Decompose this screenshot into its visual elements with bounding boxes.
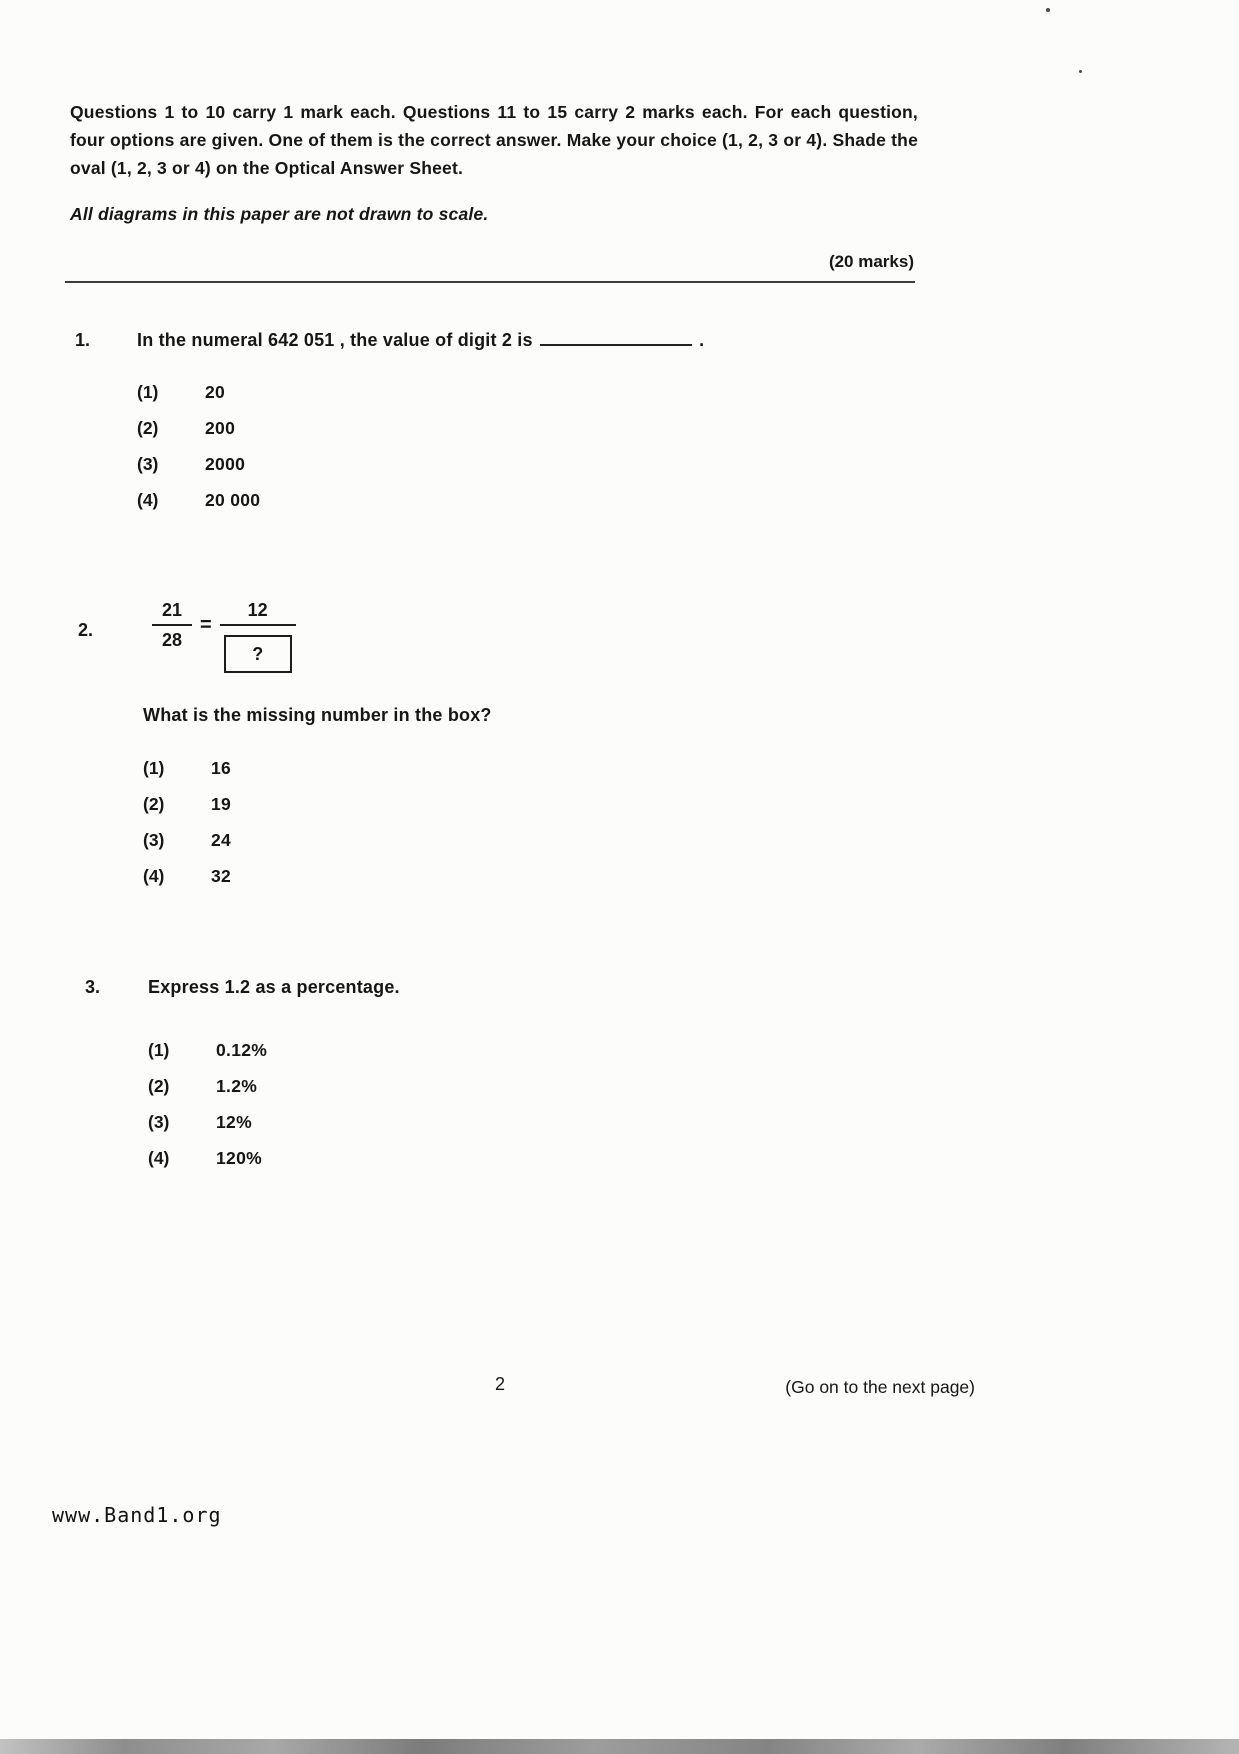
option-label: (3) xyxy=(143,830,165,850)
question-3-number: 3. xyxy=(85,977,101,997)
answer-blank xyxy=(540,332,692,346)
scan-edge-bar xyxy=(0,1739,1239,1754)
option-row xyxy=(148,1040,267,1061)
option-row xyxy=(137,382,260,403)
equals-sign: = xyxy=(200,614,212,636)
option-label: (1) xyxy=(143,758,165,778)
next-page-note: (Go on to the next page) xyxy=(785,1377,975,1397)
option-row xyxy=(143,794,231,815)
option-label: (1) xyxy=(137,382,159,402)
fraction-bar xyxy=(152,624,192,626)
numerator: 12 xyxy=(247,600,268,620)
question-1-text-after: . xyxy=(699,330,705,350)
numerator: 21 xyxy=(161,600,183,620)
option-row xyxy=(137,454,260,475)
section-divider xyxy=(65,281,915,283)
exam-instructions: Questions 1 to 10 carry 1 mark each. Questions 11 to 15 carry 2 marks each. For each question, four options are given. One of them is the correct answer. Make your choice (1, 2, 3 or 4). Shade the oval (1, 2, 3 or 4) on the Optical Answer Sheet. xyxy=(70,102,918,178)
option-value: 1.2% xyxy=(216,1076,258,1096)
option-row xyxy=(148,1148,267,1169)
option-row xyxy=(143,830,231,851)
question-1-options xyxy=(137,382,260,526)
option-row xyxy=(137,418,260,439)
question-1-text xyxy=(137,330,704,351)
option-row xyxy=(143,758,231,779)
fraction-bar xyxy=(220,624,296,626)
scan-artifact xyxy=(1079,70,1082,73)
fraction-right xyxy=(220,598,296,673)
option-value: 19 xyxy=(211,794,232,814)
option-value: 200 xyxy=(205,418,236,438)
option-value: 24 xyxy=(211,830,232,850)
option-label: (3) xyxy=(137,454,159,474)
denominator: 28 xyxy=(161,630,183,650)
marks-total: (20 marks) xyxy=(828,252,914,271)
option-row xyxy=(148,1112,267,1133)
option-value: 20 xyxy=(205,382,226,402)
question-3-text: Express 1.2 as a percentage. xyxy=(148,977,400,997)
option-value: 120% xyxy=(216,1148,262,1168)
option-value: 12% xyxy=(216,1112,252,1132)
question-3-options xyxy=(148,1040,267,1184)
option-value: 16 xyxy=(211,758,232,778)
page-number: 2 xyxy=(494,1374,505,1394)
fraction-left xyxy=(152,598,192,652)
option-label: (4) xyxy=(148,1148,170,1168)
option-row xyxy=(143,866,231,887)
option-label: (4) xyxy=(143,866,165,886)
option-value: 20 000 xyxy=(205,490,261,510)
watermark-url: www.Band1.org xyxy=(52,1503,222,1527)
option-label: (1) xyxy=(148,1040,170,1060)
missing-number-box: ? xyxy=(224,635,292,673)
diagram-note: All diagrams in this paper are not drawn to scale. xyxy=(70,204,489,224)
question-2-number: 2. xyxy=(78,620,94,640)
option-value: 32 xyxy=(211,866,232,886)
question-2-options xyxy=(143,758,231,902)
question-1-number: 1. xyxy=(75,330,91,350)
fraction-equation xyxy=(152,598,296,673)
question-2-text: What is the missing number in the box? xyxy=(143,705,492,725)
option-value: 0.12% xyxy=(216,1040,268,1060)
option-label: (4) xyxy=(137,490,159,510)
option-label: (2) xyxy=(143,794,165,814)
option-row xyxy=(137,490,260,511)
option-value: 2000 xyxy=(205,454,246,474)
question-1-text-before: In the numeral 642 051 , the value of digit 2 is xyxy=(137,330,533,350)
scan-artifact xyxy=(1046,8,1050,12)
option-label: (3) xyxy=(148,1112,170,1132)
option-label: (2) xyxy=(137,418,159,438)
option-row xyxy=(148,1076,267,1097)
option-label: (2) xyxy=(148,1076,170,1096)
